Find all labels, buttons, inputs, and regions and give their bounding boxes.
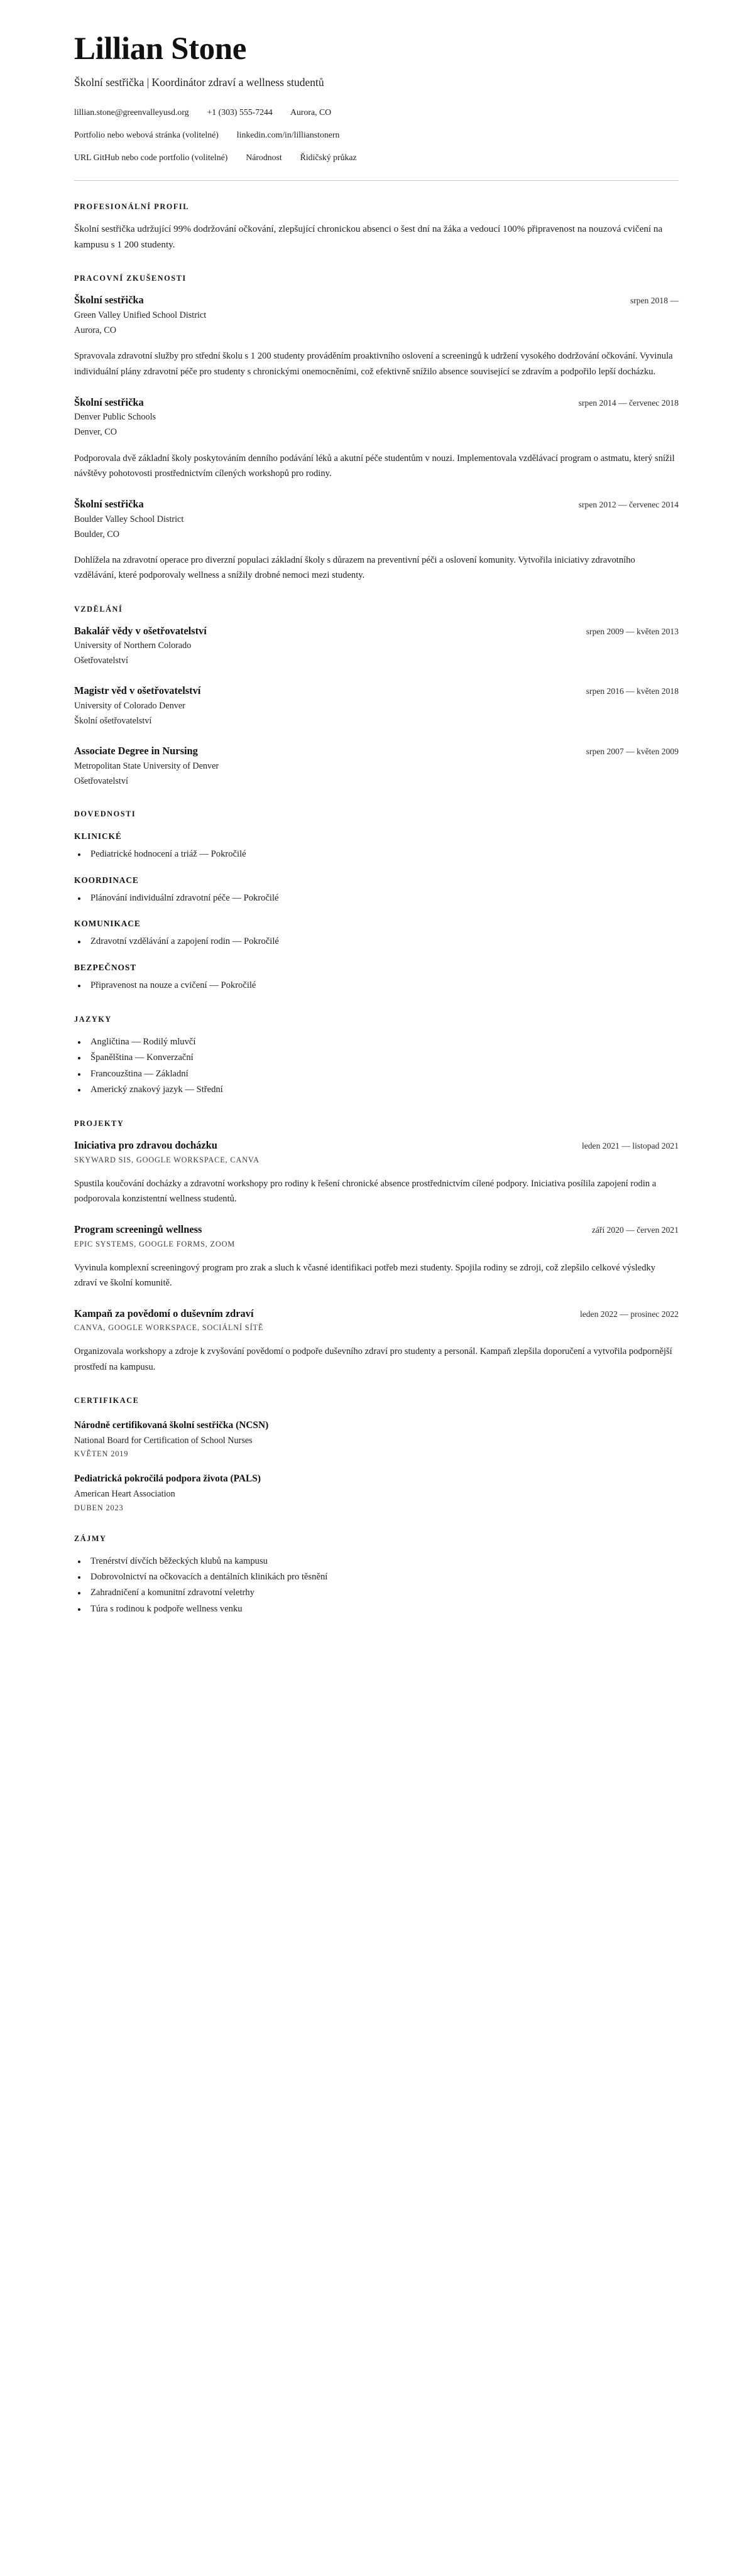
education-entry-head — [74, 684, 679, 697]
school-name: Metropolitan State University of Denver — [74, 760, 219, 771]
degree-title: Magistr věd v ošetřovatelství — [74, 685, 201, 697]
contact-line-portfolio — [74, 129, 679, 142]
degree-date-range: srpen 2016 — květen 2018 — [586, 686, 679, 696]
job-role: Školní sestřička — [74, 294, 144, 306]
section-title-projects: PROJEKTY — [74, 1119, 124, 1128]
skill-category-label: KOMUNIKACE — [74, 919, 141, 929]
certification-name: Pediatrická pokročilá podpora života (PALS) — [74, 1473, 261, 1485]
school-name: University of Northern Colorado — [74, 640, 192, 651]
education-entry-head — [74, 744, 679, 757]
job-company: Green Valley Unified School District — [74, 310, 207, 320]
project-date-range: leden 2022 — prosinec 2022 — [579, 1309, 679, 1319]
skill-item: Plánování individuální zdravotní péče — Pokročilé — [74, 890, 679, 906]
job-company: Denver Public Schools — [74, 412, 156, 423]
section-certifications — [74, 1396, 679, 1513]
header-divider — [74, 180, 679, 181]
skill-list — [74, 934, 679, 950]
section-title-education: VZDĚLÁNÍ — [74, 604, 123, 614]
contact-line-secondary — [74, 151, 679, 165]
section-title-interests: ZÁJMY — [74, 1534, 107, 1543]
degree-date-range: srpen 2009 — květen 2013 — [586, 626, 679, 636]
project-name: Iniciativa pro zdravou docházku — [74, 1139, 217, 1152]
certification-entry — [74, 1473, 679, 1512]
certification-issuer: American Heart Association — [74, 1488, 175, 1499]
job-company: Boulder Valley School District — [74, 514, 184, 524]
job-location: Boulder, CO — [74, 529, 119, 539]
skill-group — [74, 919, 679, 950]
project-entry — [74, 1139, 679, 1206]
job-description: Spravovala zdravotní služby pro střední školu s 1 200 studenty prováděním proaktivního oslovení a screeningů k udržení vysokého dodržování očkování. Vyvinula individuální plány zdravotní péče pro studenty s chronickými onemocněními, což efektivně snížilo absence související se zdravím a podpořilo lepší docházku. — [74, 351, 673, 377]
education-entry-head — [74, 624, 679, 637]
interest-item: Dobrovolnictví na očkovacích a dentálních klinikách pro těsnění — [74, 1569, 679, 1585]
project-description: Vyvinula komplexní screeningový program pro zrak a sluch k včasné identifikaci potřeb mezi studenty. Spojila rodiny se zdroji, což zlepšilo celkové výsledky zdraví ve školní komunitě. — [74, 1262, 656, 1288]
experience-entry — [74, 497, 679, 583]
education-entry — [74, 684, 679, 728]
project-entry-head — [74, 1223, 679, 1236]
skill-category-label: KOORDINACE — [74, 875, 139, 885]
section-title-certifications: CERTIFIKACE — [74, 1395, 139, 1405]
job-role: Školní sestřička — [74, 396, 144, 408]
experience-entry-head — [74, 293, 679, 306]
project-description: Organizovala workshopy a zdroje k zvyšování povědomí o podpoře duševního zdraví pro studenty a personál. Kampaň zlepšila doporučení a vytvořila podpornější prostředí na kampusu. — [74, 1346, 672, 1372]
language-item: Španělština — Konverzační — [74, 1050, 679, 1066]
certification-date: DUBEN 2023 — [74, 1503, 124, 1512]
phone-text[interactable]: +1 (303) 555-7244 — [207, 107, 273, 117]
skill-list — [74, 890, 679, 906]
skill-item: Pediatrické hodnocení a triáž — Pokročilé — [74, 847, 679, 862]
skill-list — [74, 978, 679, 993]
section-education — [74, 605, 679, 789]
school-name: University of Colorado Denver — [74, 700, 185, 711]
project-entry — [74, 1307, 679, 1375]
language-list — [74, 1034, 679, 1098]
project-entry-head — [74, 1307, 679, 1320]
certification-name: Národně certifikovaná školní sestřička (NCSN) — [74, 1419, 269, 1431]
section-projects — [74, 1119, 679, 1374]
nationality-text: Národnost — [246, 152, 282, 162]
field-of-study: Ošetřovatelství — [74, 656, 128, 666]
section-interests — [74, 1534, 679, 1618]
certification-entry — [74, 1419, 679, 1459]
project-tech-stack: EPIC SYSTEMS, GOOGLE FORMS, ZOOM — [74, 1239, 236, 1248]
job-description: Podporovala dvě základní školy poskytováním denního podávání léků a akutní péče studentům v nouzi. Implementovala vzdělávací program o astmatu, který snížil návštěvy pohotovosti prostřednictvím cílených workshopů pro rodiny. — [74, 453, 675, 479]
project-entry-head — [74, 1139, 679, 1152]
job-date-range: srpen 2018 — — [630, 296, 679, 306]
language-item: Francouzština — Základní — [74, 1066, 679, 1082]
project-description: Spustila koučování docházky a zdravotní workshopy pro rodiny k řešení chronické absence prostřednictvím cílené podpory. Iniciativa posílila zapojení rodin a podporovala konzistentní wellness studentů. — [74, 1178, 657, 1204]
certification-issuer: National Board for Certification of School Nurses — [74, 1435, 253, 1446]
job-location: Aurora, CO — [74, 325, 116, 336]
skill-group — [74, 875, 679, 906]
section-languages — [74, 1015, 679, 1098]
section-profile — [74, 202, 679, 252]
skill-list — [74, 847, 679, 862]
github-placeholder-text[interactable]: URL GitHub nebo code portfolio (volitelné) — [74, 152, 228, 162]
project-name: Program screeningů wellness — [74, 1223, 202, 1236]
skill-group — [74, 831, 679, 862]
drivers-license-text: Řidičský průkaz — [300, 152, 357, 162]
experience-entry — [74, 396, 679, 481]
skill-item: Zdravotní vzdělávání a zapojení rodin — Pokročilé — [74, 934, 679, 950]
project-date-range: leden 2021 — listopad 2021 — [581, 1141, 679, 1151]
section-title-experience: PRACOVNÍ ZKUŠENOSTI — [74, 274, 187, 283]
section-experience — [74, 274, 679, 583]
skill-category-label: KLINICKÉ — [74, 831, 122, 842]
job-description: Dohlížela na zdravotní operace pro diverzní populaci základní školy s důrazem na preventivní péči a oslovení komunity. Vytvořila iniciativy zdravotního vzdělávání, které podporovaly wellness a snížily drobné nemoci mezi studenty. — [74, 555, 635, 581]
candidate-headline: Školní sestřička | Koordinátor zdraví a wellness studentů — [74, 75, 324, 89]
resume-header — [74, 33, 679, 181]
experience-entry-head — [74, 497, 679, 511]
experience-entry — [74, 293, 679, 379]
portfolio-placeholder-text[interactable]: Portfolio nebo webová stránka (volitelné) — [74, 129, 219, 139]
skill-category-label: BEZPEČNOST — [74, 962, 137, 972]
interest-item: Trenérství dívčích běžeckých klubů na kampusu — [74, 1554, 679, 1569]
experience-entry-head — [74, 396, 679, 409]
project-name: Kampaň za povědomí o duševním zdraví — [74, 1307, 254, 1319]
contact-line-primary — [74, 106, 679, 119]
section-title-skills: DOVEDNOSTI — [74, 809, 136, 819]
email-text[interactable]: lillian.stone@greenvalleyusd.org — [74, 107, 189, 117]
field-of-study: Školní ošetřovatelství — [74, 716, 152, 727]
skill-item: Připravenost na nouze a cvičení — Pokročilé — [74, 978, 679, 993]
field-of-study: Ošetřovatelství — [74, 776, 128, 787]
project-date-range: září 2020 — červen 2021 — [591, 1225, 679, 1235]
location-text: Aurora, CO — [290, 107, 332, 117]
project-tech-stack: CANVA, GOOGLE WORKSPACE, SOCIÁLNÍ SÍTĚ — [74, 1323, 264, 1333]
language-item: Angličtina — Rodilý mluvčí — [74, 1034, 679, 1050]
project-tech-stack: SKYWARD SIS, GOOGLE WORKSPACE, CANVA — [74, 1155, 260, 1164]
job-date-range: srpen 2014 — červenec 2018 — [578, 398, 679, 408]
section-title-profile: PROFESIONÁLNÍ PROFIL — [74, 202, 190, 212]
section-title-languages: JAZYKY — [74, 1014, 112, 1024]
job-role: Školní sestřička — [74, 498, 144, 511]
interest-item: Zahradničení a komunitní zdravotní veletrhy — [74, 1585, 679, 1601]
education-entry — [74, 744, 679, 788]
profile-summary-text: Školní sestřička udržující 99% dodržování očkování, zlepšující chronickou absenci o šest dní na žáka a vedoucí 100% připravenost na nouzová cvičení na kampusu s 1 200 studenty. — [74, 224, 663, 250]
interest-item: Túra s rodinou k podpoře wellness venku — [74, 1601, 679, 1617]
section-skills — [74, 809, 679, 993]
linkedin-url-text[interactable]: linkedin.com/in/lillianstonern — [236, 129, 340, 139]
degree-date-range: srpen 2007 — květen 2009 — [586, 747, 679, 757]
job-date-range: srpen 2012 — červenec 2014 — [578, 500, 679, 510]
degree-title: Bakalář vědy v ošetřovatelství — [74, 624, 207, 637]
skill-group — [74, 963, 679, 993]
education-entry — [74, 624, 679, 668]
project-entry — [74, 1223, 679, 1291]
interest-list — [74, 1554, 679, 1618]
certification-date: KVĚTEN 2019 — [74, 1449, 129, 1459]
language-item: Americký znakový jazyk — Střední — [74, 1082, 679, 1098]
job-location: Denver, CO — [74, 427, 117, 438]
candidate-name: Lillian Stone — [74, 31, 246, 67]
degree-title: Associate Degree in Nursing — [74, 745, 198, 757]
